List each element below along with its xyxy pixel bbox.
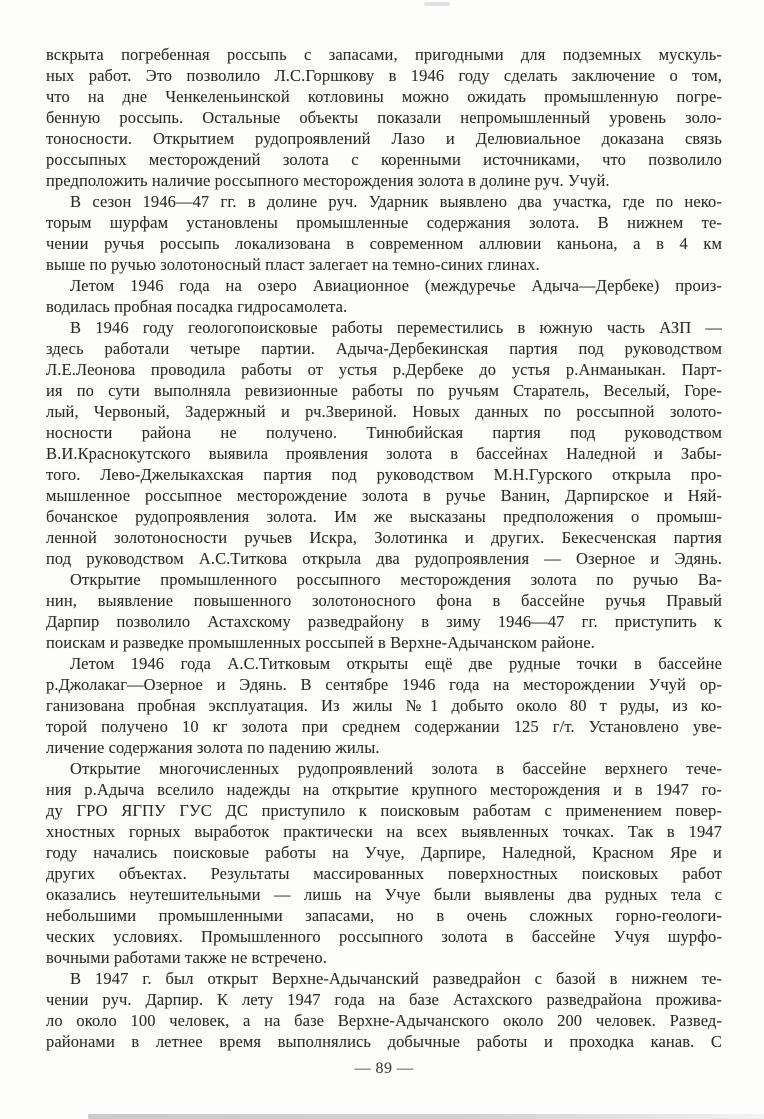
text-line: ческих условиях. Промышленного россыпного золота в бассейне Учуя шурфо- — [46, 927, 722, 946]
text-line: выше по ручью золотоносный пласт залегает на темно-синих глинах. — [46, 255, 540, 274]
text-line: В 1947 г. был открыт Верхне-Адычанский разведрайон с базой в нижнем те- — [70, 969, 722, 988]
scan-smudge — [424, 2, 450, 6]
page-number: — 89 — — [354, 1060, 414, 1077]
text-line: личение содержания золота по падению жилы. — [46, 738, 380, 757]
text-line: водилась пробная посадка гидросамолета. — [46, 297, 348, 316]
text-line: ганизована пробная эксплуатация. Из жилы №1 добыто около 80 т руды, из ко- — [46, 696, 722, 715]
text-line: ленной золотоносности ручьев Искра, Золотинка и других. Бекесченская партия — [46, 528, 722, 547]
text-line: Л.Е.Леонова проводила работы от устья р.Дербеке до устья р.Анманыкан. Парт- — [46, 360, 722, 379]
text-line: р.Джолакаг—Озерное и Эдянь. В сентябре 1946 года на месторождении Учуй ор- — [46, 675, 722, 694]
text-line: ло около 100 человек, а на базе Верхне-Адычанского около 200 человек. Развед- — [46, 1011, 722, 1030]
text-line: Летом 1946 года на озеро Авиационное (междуречье Адыча—Дербеке) произ- — [70, 276, 722, 295]
text-line: других объектах. Результаты массированных поверхностных поисковых работ — [46, 864, 722, 883]
text-line: Открытие многочисленных рудопроявлений золота в бассейне верхнего тече- — [70, 759, 722, 778]
text-line: хностных горных выработок практически на всех выявленных точках. Так в 1947 — [46, 822, 722, 841]
text-line: ных работ. Это позволило Л.С.Горшкову в 1946 году сделать заключение о том, — [46, 66, 722, 85]
text-line: году начались поисковые работы на Учуе, Дарпире, Наледной, Красном Яре и — [46, 843, 722, 862]
text-line: Открытие промышленного россыпного месторождения золота по ручью Ва- — [70, 570, 722, 589]
text-line: мышленное россыпное месторождение золота в ручье Ванин, Дарпирское и Няй- — [46, 486, 722, 505]
text-line: Дарпир позволило Астахскому разведрайону в зиму 1946—47 гг. приступить к — [46, 612, 722, 631]
text-line: бенную россыпь. Остальные объекты показали непромышленный уровень золо- — [46, 108, 722, 127]
text-line: ия по сути выполняла ревизионные работы по ручьям Старатель, Веселый, Горе- — [46, 381, 722, 400]
text-line: под руководством А.С.Титкова открыла два рудопроявления — Озерное и Эдянь. — [46, 549, 722, 568]
text-line: небольшими промышленными запасами, но в очень сложных горно-геологи- — [46, 906, 722, 925]
text-line: В.И.Краснокутского выявила проявления золота в бассейнах Наледной и Забы- — [46, 444, 722, 463]
text-line: В 1946 году геологопоисковые работы переместились в южную часть АЗП — — [70, 318, 722, 337]
text-line: нин, выявление повышенного золотоносного фона в бассейне ручья Правый — [46, 591, 722, 610]
text-line: бочанское рудопроявления золота. Им же высказаны предположения о промыш- — [46, 507, 722, 526]
text-line: здесь работали четыре партии. Адыча-Дербекинская партия под руководством — [46, 339, 722, 358]
text-line: носности района не получено. Тинюбийская партия под руководством — [46, 423, 722, 442]
text-line: лый, Червоный, Задержный и рч.Звериной. Новых данных по россыпной золото- — [46, 402, 722, 421]
text-line: В сезон 1946—47 гг. в долине руч. Ударник выявлено два участка, где по неко- — [70, 192, 722, 211]
text-line: россыпных месторождений золота с коренными источниками, что позволило — [46, 150, 722, 169]
text-line: того. Лево-Джелыкахская партия под руководством М.Н.Гурского открыла про- — [46, 465, 722, 484]
text-line: тоносности. Открытием рудопроявлений Лазо и Делювиальное доказана связь — [46, 129, 722, 148]
text-line: вскрыта погребенная россыпь с запасами, пригодными для подземных мускуль- — [46, 45, 722, 64]
text-line: вочными работами также не встречено. — [46, 948, 327, 967]
text-line: торой получено 10 кг золота при среднем содержании 125 г/т. Установлено уве- — [46, 717, 722, 736]
text-line: поискам и разведке промышленных россыпей в Верхне-Адычанском районе. — [46, 633, 595, 652]
text-line: что на дне Ченкеленьинской котловины можно ожидать промышленную погре- — [46, 87, 722, 106]
text-line: Летом 1946 года А.С.Титковым открыты ещё две рудные точки в бассейне — [70, 654, 722, 673]
text-line: торым шурфам установлены промышленные содержания золота. В нижнем те- — [46, 213, 722, 232]
text-line: чении ручья россыпь локализована в современном аллювии каньона, а в 4 км — [46, 234, 722, 253]
text-line: ния р.Адыча вселило надежды на открытие крупного месторождения и в 1947 го- — [46, 780, 722, 799]
scan-artifact-bar — [88, 1114, 764, 1119]
text-line: предположить наличие россыпного месторождения золота в долине руч. Учуй. — [46, 171, 610, 190]
text-line: районами в летнее время выполнялись добычные работы и проходка канав. С — [46, 1032, 722, 1051]
text-block — [46, 44, 722, 1052]
text-line: ду ГРО ЯГПУ ГУС ДС приступило к поисковым работам с применением повер- — [46, 801, 722, 820]
text-line: чении руч. Дарпир. К лету 1947 года на базе Астахского разведрайона прожива- — [46, 990, 722, 1009]
text-line: оказались неутешительными — лишь на Учуе были выявлены два рудных тела с — [46, 885, 722, 904]
